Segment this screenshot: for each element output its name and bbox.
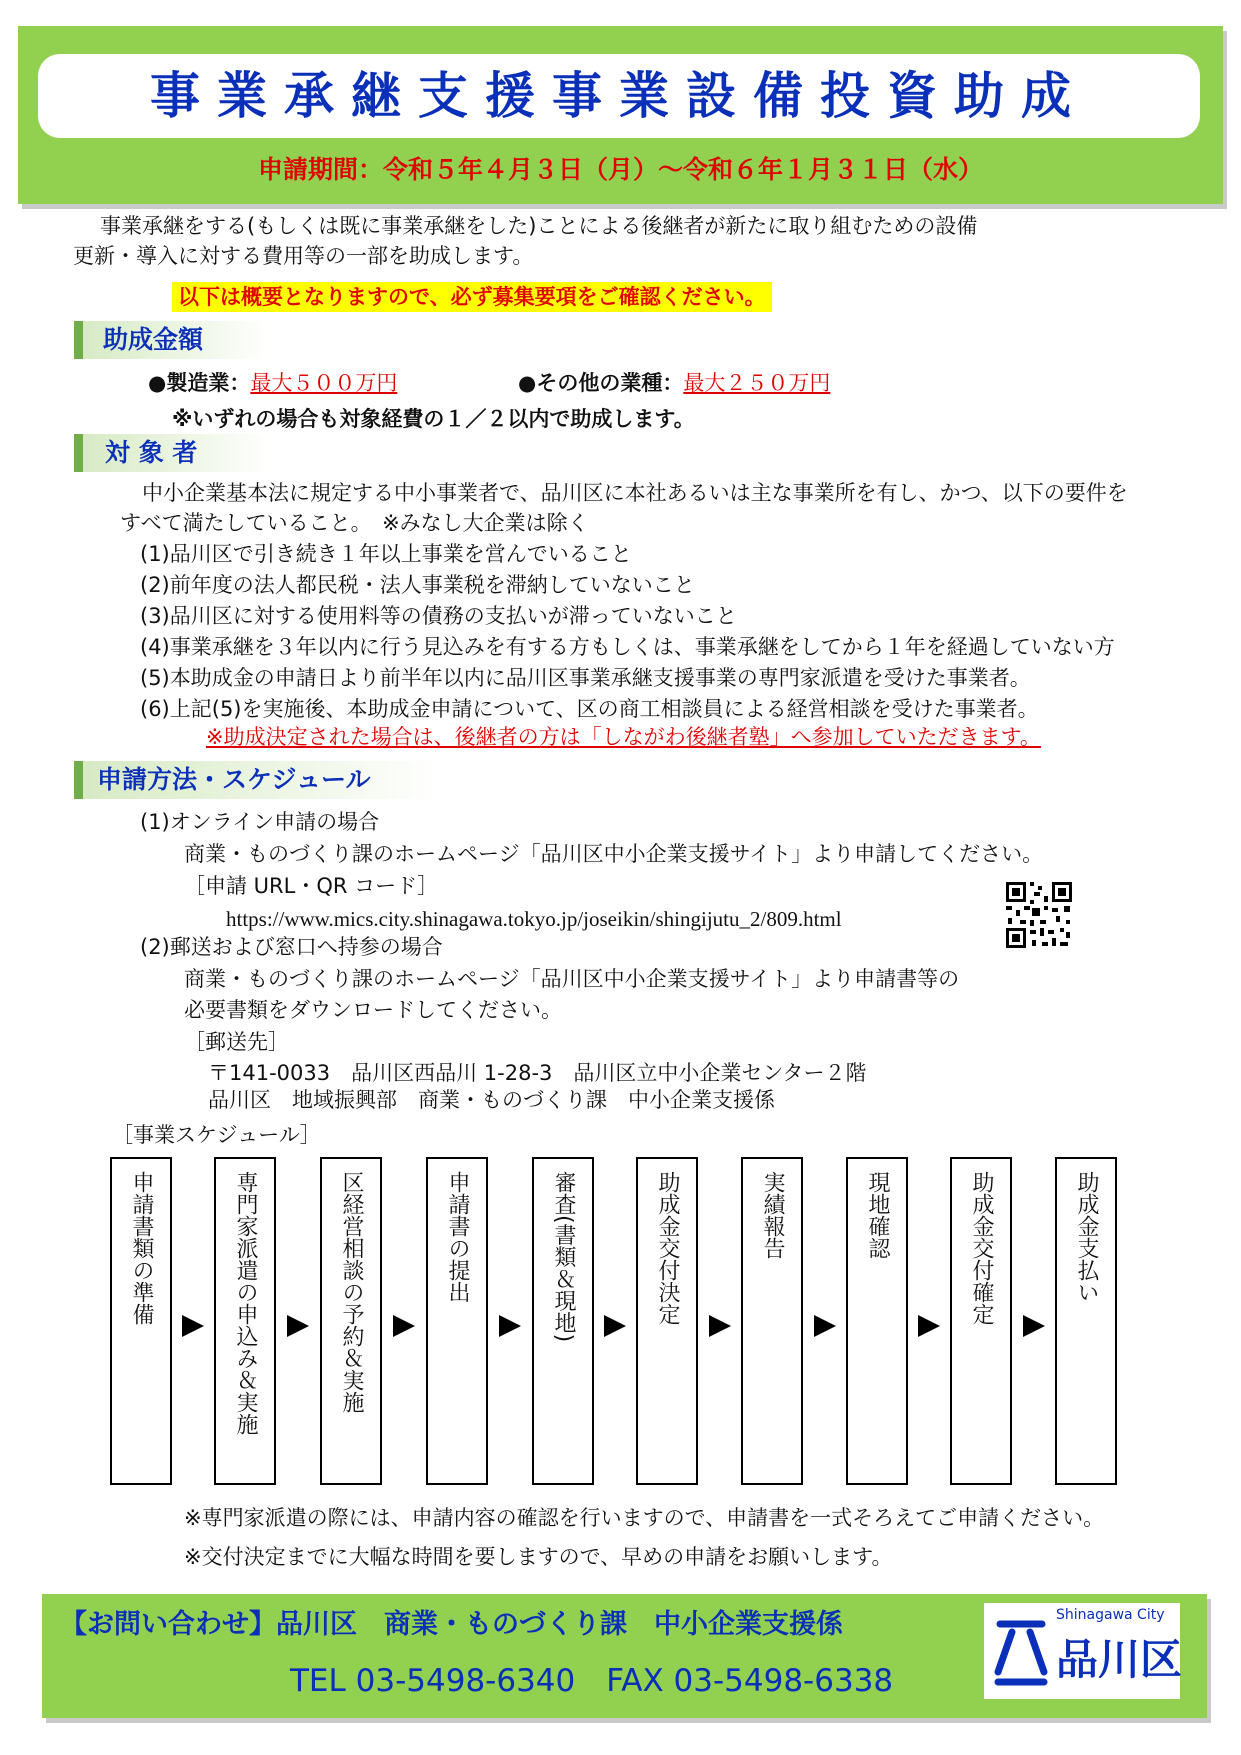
schedule-step-label: 申請書の提出 [445, 1171, 470, 1303]
list-item: (6)上記(5)を実施後、本助成金申請について、区の商工相談員による経営相談を受けた事業者。 [140, 697, 1039, 721]
logo-english: Shinagawa City [1056, 1607, 1165, 1623]
target-red-note: ※助成決定された場合は、後継者の方は「しながわ後継者塾」へ参加していただきます。 [206, 725, 1041, 749]
arrow-right-icon [709, 1315, 731, 1337]
amount-other [518, 368, 830, 398]
schedule-step [741, 1157, 803, 1485]
arrow-right-icon [182, 1315, 204, 1337]
schedule-step [320, 1157, 382, 1485]
schedule-step-label: 審査(書類＆現地) [551, 1171, 576, 1343]
address-line-2: 品川区 地域振興部 商業・ものづくり課 中小企業支援係 [208, 1088, 775, 1112]
arrow-right-icon [918, 1315, 940, 1337]
schedule-step [1055, 1157, 1117, 1485]
section-heading-label: 助成金額 [103, 325, 204, 354]
schedule-step-label: 現地確認 [865, 1171, 890, 1259]
target-desc-1: 中小企業基本法に規定する中小事業者で、品川区に本社あるいは主な事業所を有し、かつ、以下の要件を [142, 481, 1128, 505]
schedule-step-label: 専門家派遣の申込み＆実施 [233, 1171, 258, 1435]
online-desc: 商業・ものづくり課のホームページ「品川区中小企業支援サイト」より申請してください。 [184, 842, 1044, 866]
section-heading-amount [74, 321, 268, 359]
page-title: 事業承継支援事業設備投資助成 [150, 67, 1088, 125]
schedule-step-label: 助成金交付決定 [655, 1171, 680, 1325]
shinagawa-emblem-icon [990, 1612, 1052, 1692]
address-line-1: 〒141-0033 品川区西品川 1-28-3 品川区立中小企業センター２階 [208, 1061, 867, 1085]
schedule-note-2: ※交付決定までに大幅な時間を要しますので、早めの申請をお願いします。 [184, 1545, 893, 1569]
target-desc-2: すべて満たしていること。 ※みなし大企業は除く [120, 511, 589, 535]
schedule-step [532, 1157, 594, 1485]
notice-highlight: 以下は概要となりますので、必ず募集要項をご確認ください。 [172, 282, 772, 312]
arrow-right-icon [499, 1315, 521, 1337]
mail-desc-2: 必要書類をダウンロードしてください。 [184, 998, 562, 1022]
section-heading-label: 申請方法・スケジュール [97, 765, 371, 794]
application-period: 申請期間：令和５年４月３日（月）～令和６年１月３１日（水） [257, 155, 983, 184]
schedule-label: ［事業スケジュール］ [112, 1123, 321, 1147]
mail-title: (2)郵送および窓口へ持参の場合 [140, 935, 443, 959]
schedule-step [950, 1157, 1012, 1485]
manufacturing-label: ●製造業： [148, 371, 251, 395]
intro-line-2: 更新・導入に対する費用等の一部を助成します。 [73, 244, 534, 268]
section-heading-target [74, 434, 268, 472]
arrow-right-icon [814, 1315, 836, 1337]
manufacturing-value: 最大５００万円 [250, 371, 398, 395]
schedule-step [636, 1157, 698, 1485]
list-item: (3)品川区に対する使用料等の債務の支払いが滞っていないこと [140, 604, 737, 628]
application-url[interactable]: https://www.mics.city.shinagawa.tokyo.jp/joseikin/shingijutu_2/809.html [226, 907, 842, 931]
url-label: ［申請 URL・QR コード］ [184, 874, 439, 898]
schedule-step-label: 助成金支払い [1074, 1171, 1099, 1303]
section-heading-label: 対 象 者 [105, 438, 198, 467]
arrow-right-icon [1023, 1315, 1045, 1337]
schedule-step [214, 1157, 276, 1485]
qr-code-icon[interactable] [1004, 880, 1074, 950]
mail-label: ［郵送先］ [184, 1030, 289, 1054]
schedule-step [426, 1157, 488, 1485]
online-title: (1)オンライン申請の場合 [140, 810, 380, 834]
schedule-step-label: 助成金交付確定 [969, 1171, 994, 1325]
amount-manufacturing [148, 368, 397, 398]
intro-line-1: 事業承継をする(もしくは既に事業承継をした)ことによる後継者が新たに取り組むための設備 [100, 214, 978, 238]
arrow-right-icon [604, 1315, 626, 1337]
arrow-right-icon [393, 1315, 415, 1337]
section-heading-method [74, 761, 438, 799]
other-label: ●その他の業種： [518, 371, 684, 395]
arrow-right-icon [287, 1315, 309, 1337]
list-item: (1)品川区で引き続き１年以上事業を営んでいること [140, 542, 632, 566]
contact-phone-fax: TEL 03-5498-6340 FAX 03-5498-6338 [290, 1663, 894, 1699]
other-value: 最大２５０万円 [683, 371, 831, 395]
list-item: (4)事業承継を３年以内に行う見込みを有する方もしくは、事業承継をしてから１年を経過していない方 [140, 635, 1115, 659]
schedule-step [846, 1157, 908, 1485]
mail-desc-1: 商業・ものづくり課のホームページ「品川区中小企業支援サイト」より申請書等の [184, 967, 960, 991]
list-item: (2)前年度の法人都民税・法人事業税を滞納していないこと [140, 573, 695, 597]
schedule-step-label: 申請書類の準備 [129, 1171, 154, 1325]
amount-note: ※いずれの場合も対象経費の１／２以内で助成します。 [172, 407, 695, 431]
schedule-step-label: 区経営相談の予約＆実施 [339, 1171, 364, 1413]
logo-japanese: 品川区 [1056, 1635, 1183, 1684]
contact-heading: 【お問い合わせ】品川区 商業・ものづくり課 中小企業支援係 [60, 1609, 843, 1640]
schedule-step-label: 実績報告 [760, 1171, 785, 1259]
schedule-step [110, 1157, 172, 1485]
schedule-note-1: ※専門家派遣の際には、申請内容の確認を行いますので、申請書を一式そろえてご申請ください。 [184, 1506, 1105, 1530]
list-item: (5)本助成金の申請日より前半年以内に品川区事業承継支援事業の専門家派遣を受けた事業者。 [140, 666, 1031, 690]
